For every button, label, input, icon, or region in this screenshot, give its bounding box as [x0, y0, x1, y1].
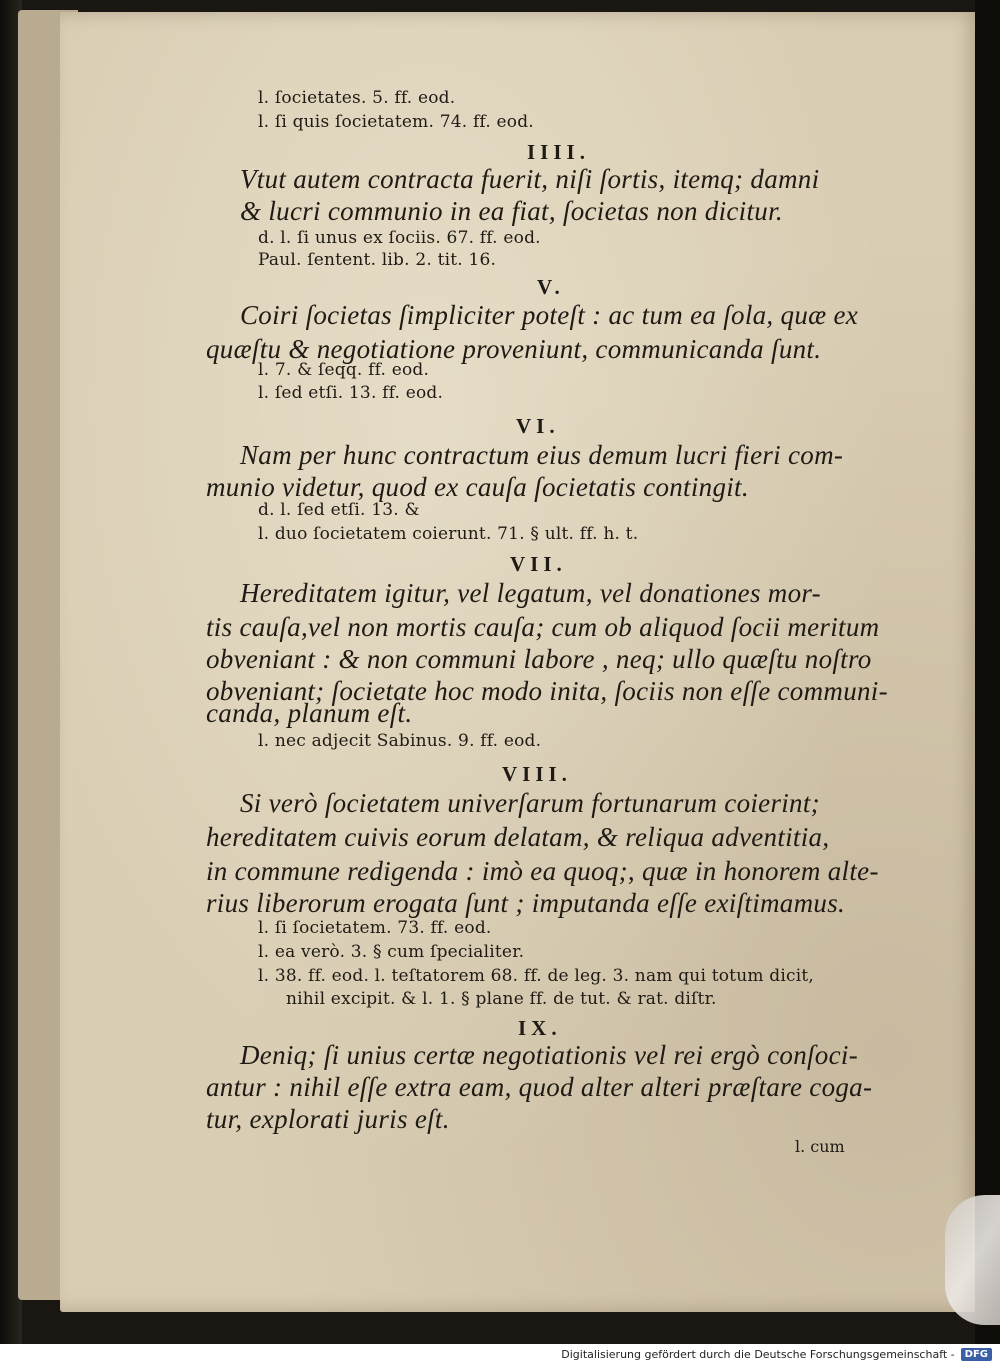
citation: l. ſi quis ſocietatem. 74. ff. eod. [258, 112, 534, 132]
section-numeral: V. [537, 275, 565, 299]
digitization-footer [0, 1344, 1000, 1364]
section-numeral: VIII. [502, 762, 572, 786]
section-numeral: VI. [516, 414, 560, 438]
footer-credit: Digitalisierung gefördert durch die Deutsche Forschungsgemeinschaft - [561, 1347, 955, 1361]
body-text-line: hereditatem cuivis eorum delatam, & reliqua adventitia, [206, 822, 830, 852]
citation: l. ſed etſi. 13. ff. eod. [258, 383, 444, 403]
citation: l. 38. ff. eod. l. teſtatorem 68. ff. de leg. 3. nam qui totum dicit, [258, 966, 814, 986]
section-numeral: VII. [510, 552, 567, 576]
citation: l. ſi ſocietatem. 73. ff. eod. [258, 918, 492, 938]
citation: d. l. ſi unus ex ſociis. 67. ff. eod. [258, 228, 541, 248]
thumb-holding-page [945, 1195, 1000, 1325]
body-text-line: Nam per hunc contractum eius demum lucri fieri com- [240, 440, 844, 470]
body-text-line: Vtut autem contracta fuerit, niſi ſortis, itemq; damni [240, 164, 820, 194]
citation: d. l. ſed etſi. 13. & [258, 500, 420, 520]
citation: l. duo ſocietatem coierunt. 71. § ult. ff. h. t. [258, 524, 639, 544]
body-text-line: rius liberorum erogata ſunt ; imputanda eſſe exiſtimamus. [206, 888, 846, 918]
body-text-line: in commune redigenda : imò ea quoq;, quæ in honorem alte- [206, 856, 879, 886]
body-text-line: & lucri communio in ea fiat, ſocietas non dicitur. [240, 196, 783, 226]
body-text-line: Si verò ſocietatem univerſarum fortunarum coierint; [240, 788, 820, 818]
body-text-line: quæſtu & negotiatione proveniunt, communicanda ſunt. [206, 334, 822, 364]
citation: l. 7. & ſeqq. ff. eod. [258, 360, 430, 380]
citation: l. ſocietates. 5. ff. eod. [258, 88, 456, 108]
body-text-line: munio videtur, quod ex cauſa ſocietatis contingit. [206, 472, 749, 502]
section-numeral: IIII. [527, 140, 590, 164]
body-text-line: Deniq; ſi unius certæ negotiationis vel rei ergò conſoci- [240, 1040, 858, 1070]
section-numeral: IX. [518, 1016, 562, 1040]
body-text-line: tur, explorati juris eſt. [206, 1104, 450, 1134]
dfg-logo: DFG [961, 1348, 992, 1361]
body-text-line: canda, planum eſt. [206, 698, 413, 728]
body-text-line: Coiri ſocietas ſimpliciter poteſt : ac tum ea ſola, quæ ex [240, 300, 859, 330]
body-text-line: antur : nihil eſſe extra eam, quod alter alteri præſtare coga- [206, 1072, 873, 1102]
body-text-line: tis cauſa,vel non mortis cauſa; cum ob aliquod ſocii meritum [206, 612, 880, 642]
citation: nihil excipit. & l. 1. § plane ff. de tut. & rat. diſtr. [286, 989, 717, 1009]
citation: l. nec adjecit Sabinus. 9. ff. eod. [258, 731, 542, 751]
body-text-line: obveniant : & non communi labore , neq; ullo quæſtu noſtro [206, 644, 872, 674]
catchword: l. cum [795, 1137, 845, 1156]
body-text-line: Hereditatem igitur, vel legatum, vel donationes mor- [240, 578, 821, 608]
citation: Paul. ſentent. lib. 2. tit. 16. [258, 250, 497, 270]
body-text-line: obveniant; ſocietate hoc modo inita, ſociis non eſſe communi- [206, 676, 888, 706]
citation: l. ea verò. 3. § cum ſpecialiter. [258, 942, 525, 962]
